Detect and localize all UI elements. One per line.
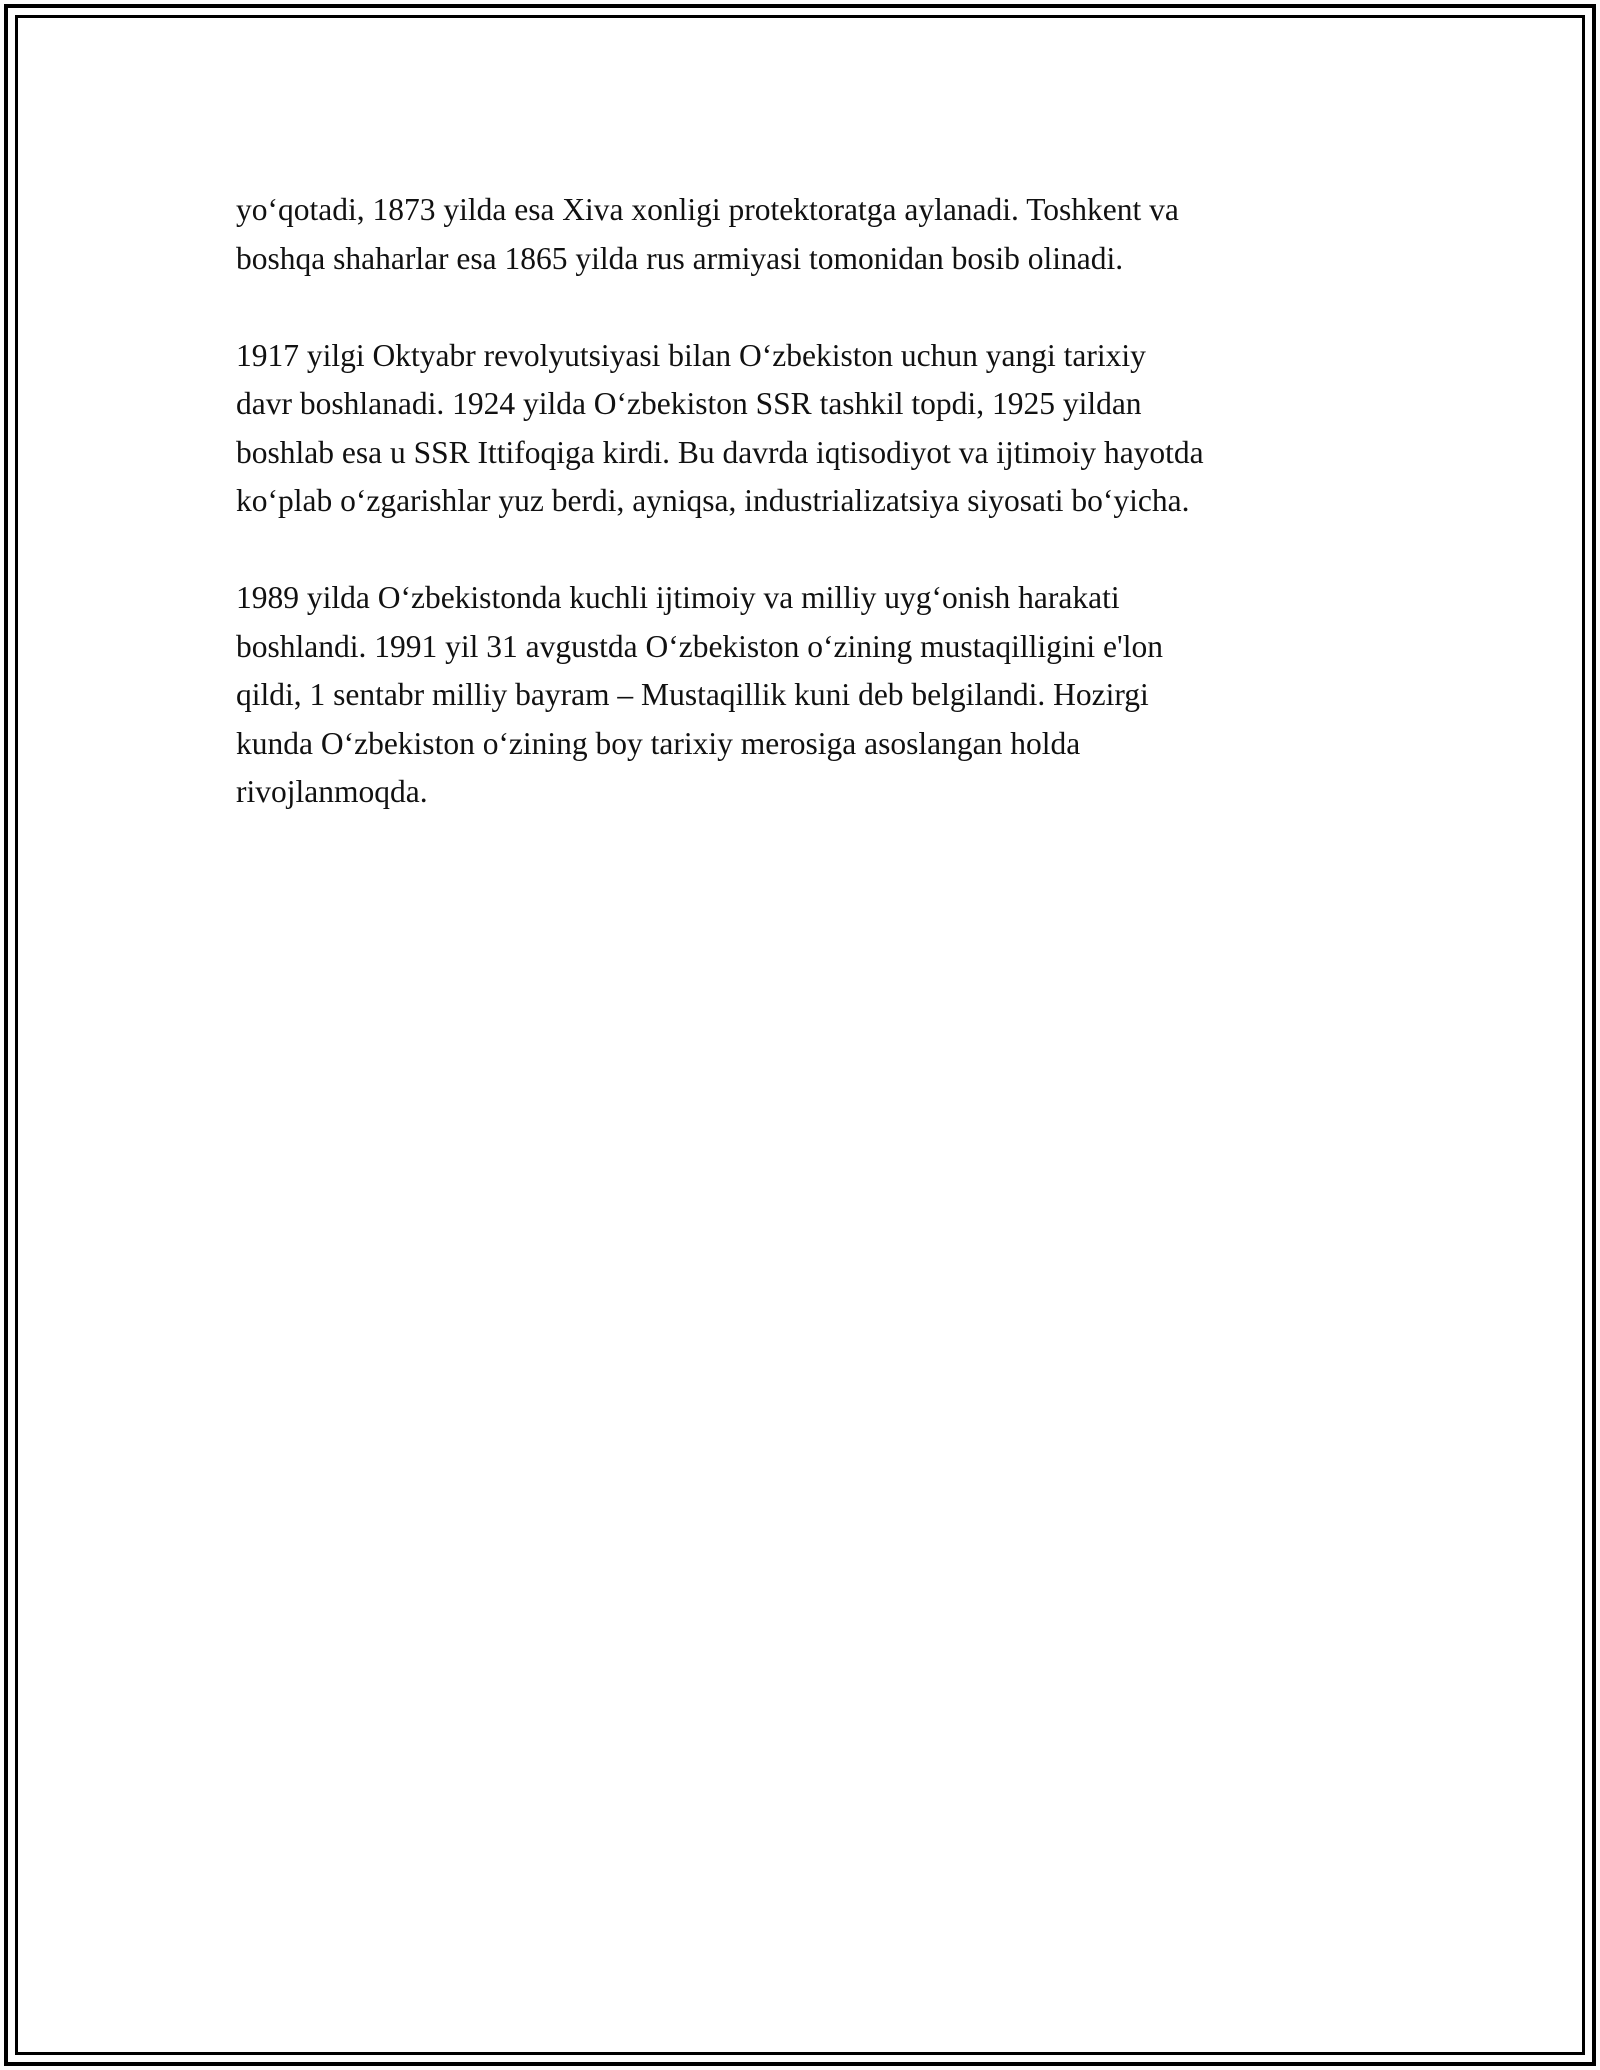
- text-line: qildi, 1 sentabr milliy bayram – Mustaqillik kuni deb belgilandi. Hozirgi: [236, 677, 1149, 712]
- paragraph-2: [236, 332, 1396, 526]
- text-line: davr boshlanadi. 1924 yilda O‘zbekiston SSR tashkil topdi, 1925 yildan: [236, 386, 1142, 421]
- paragraph-1: [236, 186, 1396, 283]
- document-body: [236, 186, 1396, 865]
- paragraph-3: [236, 574, 1396, 817]
- text-line: 1989 yilda O‘zbekistonda kuchli ijtimoiy va milliy uyg‘onish harakati: [236, 580, 1120, 615]
- text-line: kunda O‘zbekiston o‘zining boy tarixiy merosiga asoslangan holda: [236, 725, 1081, 761]
- text-line: boshlandi. 1991 yil 31 avgustda O‘zbekiston o‘zining mustaqilligini e'lon: [236, 628, 1163, 664]
- text-line: boshqa shaharlar esa 1865 yilda rus armiyasi tomonidan bosib olinadi.: [236, 240, 1124, 276]
- text-line: 1917 yilgi Oktyabr revolyutsiyasi bilan O‘zbekiston uchun yangi tarixiy: [236, 337, 1146, 373]
- text-line: boshlab esa u SSR Ittifoqiga kirdi. Bu davrda iqtisodiyot va ijtimoiy hayotda: [236, 434, 1204, 470]
- text-line: ko‘plab o‘zgarishlar yuz berdi, ayniqsa, industrializatsiya siyosati bo‘yicha.: [236, 483, 1190, 518]
- text-line: rivojlanmoqda.: [236, 774, 428, 809]
- text-line: yo‘qotadi, 1873 yilda esa Xiva xonligi protektoratga aylanadi. Toshkent va: [236, 192, 1179, 227]
